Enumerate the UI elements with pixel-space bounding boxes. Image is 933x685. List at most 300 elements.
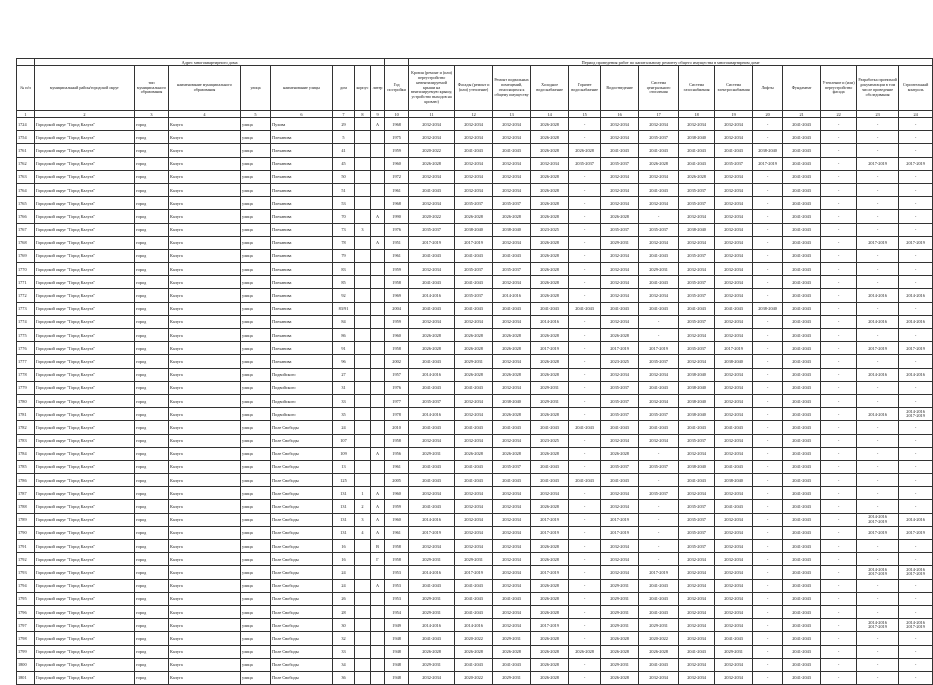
table-cell xyxy=(371,658,385,671)
table-row xyxy=(17,460,933,473)
table-cell: улица xyxy=(241,118,271,131)
table-cell: - xyxy=(821,342,857,355)
table-cell: 2014-2016 xyxy=(857,408,899,421)
table-cell: 2017-2019 xyxy=(601,342,639,355)
table-cell: город xyxy=(135,394,169,407)
table-cell: 2038-2040 xyxy=(679,394,715,407)
table-cell: Плеханова xyxy=(271,289,333,302)
table-cell: Калуга xyxy=(169,381,241,394)
table-cell: 2026-2028 xyxy=(531,329,569,342)
table-cell: 2041-2043 xyxy=(493,144,531,157)
table-cell: 27 xyxy=(333,368,355,381)
table-cell: - xyxy=(821,276,857,289)
table-cell: Подвойского xyxy=(271,408,333,421)
table-cell: Городской округ "Город Калуга" xyxy=(35,263,135,276)
column-header-13: Ремонт подвальных помещений, относящихся к общему имуществу xyxy=(493,66,531,111)
table-cell: 2035-2037 xyxy=(679,513,715,526)
table-cell: Плеханова xyxy=(271,157,333,170)
table-cell: - xyxy=(639,447,679,460)
table-cell: - xyxy=(569,619,601,632)
table-cell: 2032-2034 xyxy=(455,434,493,447)
table-cell: 2026-2028 xyxy=(455,342,493,355)
table-cell: - xyxy=(899,632,933,645)
table-cell xyxy=(355,236,371,249)
table-cell: 2026-2028 xyxy=(493,447,531,460)
table-cell: - xyxy=(753,197,783,210)
table-cell: 2032-2034 xyxy=(715,671,753,684)
table-cell: 2026-2028 xyxy=(639,157,679,170)
table-cell: 2041-2043 xyxy=(715,500,753,513)
table-cell: - xyxy=(821,553,857,566)
table-cell: 2035-2037 xyxy=(679,289,715,302)
table-cell: - xyxy=(753,183,783,196)
table-cell: 1787 xyxy=(17,487,35,500)
table-cell: - xyxy=(899,553,933,566)
column-header-22: Утепление и (или) переустройство фасада xyxy=(821,66,857,111)
table-cell: Городской округ "Город Калуга" xyxy=(35,658,135,671)
table-cell: 2026-2028 xyxy=(493,408,531,421)
table-cell: - xyxy=(821,447,857,460)
table-cell: 2041-2043 xyxy=(531,460,569,473)
table-cell: - xyxy=(821,487,857,500)
table-cell: - xyxy=(821,394,857,407)
table-cell: 2041-2043 xyxy=(455,144,493,157)
table-cell: 24 xyxy=(333,421,355,434)
table-cell: Городской округ "Город Калуга" xyxy=(35,289,135,302)
table-cell: 2035-2037 xyxy=(679,276,715,289)
repair-schedule-table xyxy=(16,58,933,685)
table-cell: город xyxy=(135,236,169,249)
table-cell: 1763 xyxy=(17,170,35,183)
table-cell: 1789 xyxy=(17,513,35,526)
table-cell: 2038-2040 xyxy=(455,223,493,236)
table-cell: Городской округ "Город Калуга" xyxy=(35,513,135,526)
table-cell: улица xyxy=(241,526,271,539)
table-cell: 2041-2043 xyxy=(569,474,601,487)
table-cell: Калуга xyxy=(169,540,241,553)
table-cell: 2017-2019 xyxy=(899,157,933,170)
table-cell: Калуга xyxy=(169,671,241,684)
table-cell: 2032-2034 xyxy=(493,579,531,592)
table-cell: Городской округ "Город Калуга" xyxy=(35,157,135,170)
table-cell: - xyxy=(857,394,899,407)
table-cell: - xyxy=(857,500,899,513)
table-cell: 2029-2031 xyxy=(639,263,679,276)
table-cell: 2041-2043 xyxy=(601,144,639,157)
table-cell: - xyxy=(899,170,933,183)
table-cell: 2032-2034 xyxy=(679,566,715,579)
table-cell: 2041-2043 xyxy=(783,329,821,342)
table-cell: 70 xyxy=(333,210,355,223)
table-cell: 2041-2043 xyxy=(783,157,821,170)
table-cell: 2032-2034 xyxy=(679,579,715,592)
register-sheet xyxy=(16,58,929,685)
table-cell: 1769 xyxy=(17,249,35,262)
table-cell xyxy=(355,315,371,328)
table-cell: 2032-2034 xyxy=(455,131,493,144)
table-cell: 1961 xyxy=(385,249,409,262)
table-cell: - xyxy=(821,513,857,526)
table-cell: 2041-2043 xyxy=(639,658,679,671)
table-cell: 3 xyxy=(355,223,371,236)
table-cell: 1948 xyxy=(385,671,409,684)
table-cell: 2032-2034 xyxy=(715,592,753,605)
table-cell: Городской округ "Город Калуга" xyxy=(35,368,135,381)
table-row xyxy=(17,671,933,684)
table-cell: В xyxy=(371,540,385,553)
table-cell: - xyxy=(753,619,783,632)
table-row xyxy=(17,632,933,645)
table-cell: 2014-2016 xyxy=(899,315,933,328)
table-cell: 2032-2034 xyxy=(455,170,493,183)
table-cell: 2029-2031 xyxy=(601,236,639,249)
table-cell: 2029-2031 xyxy=(601,605,639,618)
table-cell: - xyxy=(753,276,783,289)
table-cell: - xyxy=(899,263,933,276)
table-cell: 2026-2028 xyxy=(409,157,455,170)
table-cell: 2032-2034 xyxy=(601,566,639,579)
table-row xyxy=(17,421,933,434)
table-cell: 2035-2037 xyxy=(601,460,639,473)
table-cell: улица xyxy=(241,368,271,381)
table-cell: - xyxy=(821,355,857,368)
table-cell: 1791 xyxy=(17,540,35,553)
table-cell: 2041-2043 xyxy=(455,592,493,605)
table-cell: - xyxy=(899,223,933,236)
column-header-5: улица xyxy=(241,66,271,111)
table-cell: Городской округ "Город Калуга" xyxy=(35,553,135,566)
table-cell: 2032-2034 xyxy=(715,118,753,131)
table-cell: город xyxy=(135,605,169,618)
table-cell: - xyxy=(821,605,857,618)
table-cell: 1794 xyxy=(17,579,35,592)
table-cell: 2014-2016 xyxy=(409,619,455,632)
table-cell: 2032-2034 xyxy=(601,183,639,196)
table-row xyxy=(17,513,933,526)
table-cell: улица xyxy=(241,671,271,684)
table-cell: 2038-2040 xyxy=(679,381,715,394)
table-cell xyxy=(371,289,385,302)
table-cell: 2032-2034 xyxy=(715,263,753,276)
table-cell: город xyxy=(135,170,169,183)
table-cell: Калуга xyxy=(169,329,241,342)
table-cell: 73 xyxy=(333,223,355,236)
table-cell: - xyxy=(821,434,857,447)
table-cell xyxy=(371,131,385,144)
table-cell: 83/91 xyxy=(333,302,355,315)
table-cell: 1977 xyxy=(385,394,409,407)
table-cell xyxy=(355,394,371,407)
table-cell: 2035-2037 xyxy=(569,157,601,170)
table-cell: 2038-2040 xyxy=(679,223,715,236)
table-cell: 2035-2037 xyxy=(601,408,639,421)
table-cell: - xyxy=(899,658,933,671)
table-cell: - xyxy=(569,434,601,447)
table-cell: 2032-2034 xyxy=(455,540,493,553)
table-cell: 2041-2043 xyxy=(783,487,821,500)
table-cell: - xyxy=(899,460,933,473)
table-cell: 2032-2034 xyxy=(715,289,753,302)
table-cell: город xyxy=(135,315,169,328)
table-cell: город xyxy=(135,118,169,131)
table-cell xyxy=(371,276,385,289)
table-cell: 2017-2019 xyxy=(409,526,455,539)
table-cell: 2032-2034 xyxy=(715,170,753,183)
table-row xyxy=(17,526,933,539)
table-cell: Калуга xyxy=(169,553,241,566)
table-cell: - xyxy=(753,566,783,579)
table-cell: 1788 xyxy=(17,500,35,513)
table-cell: - xyxy=(569,394,601,407)
table-cell: 2014-2016 xyxy=(409,408,455,421)
table-cell xyxy=(355,645,371,658)
table-cell: 1775 xyxy=(17,329,35,342)
table-cell: 2041-2043 xyxy=(409,460,455,473)
table-cell: Поле Свободы xyxy=(271,658,333,671)
column-number-23: 23 xyxy=(857,111,899,118)
table-cell: - xyxy=(899,671,933,684)
table-cell: 83 xyxy=(333,263,355,276)
table-cell: 2029-2031 xyxy=(531,394,569,407)
table-cell: - xyxy=(821,474,857,487)
table-cell: 2032-2034 xyxy=(493,605,531,618)
table-cell: 2035-2037 xyxy=(455,263,493,276)
table-cell: - xyxy=(899,355,933,368)
table-cell: 2029-2031 xyxy=(409,592,455,605)
table-cell: 2041-2043 xyxy=(783,421,821,434)
table-cell: 2035-2037 xyxy=(601,157,639,170)
column-header-6: наименование улицы xyxy=(271,66,333,111)
table-body xyxy=(17,118,933,685)
table-cell: 2032-2034 xyxy=(715,197,753,210)
table-cell: А xyxy=(371,118,385,131)
table-cell: Городской округ "Город Калуга" xyxy=(35,394,135,407)
table-cell: 1798 xyxy=(17,632,35,645)
table-cell: 2026-2028 xyxy=(601,329,639,342)
table-cell: город xyxy=(135,487,169,500)
table-cell: 2041-2043 xyxy=(783,236,821,249)
table-cell: 2032-2034 xyxy=(601,315,639,328)
table-cell: город xyxy=(135,197,169,210)
table-cell: улица xyxy=(241,276,271,289)
table-cell: улица xyxy=(241,144,271,157)
table-cell: 1761 xyxy=(17,144,35,157)
table-cell: город xyxy=(135,645,169,658)
table-cell: 2041-2043 xyxy=(783,553,821,566)
column-number-row xyxy=(17,111,933,118)
table-row xyxy=(17,592,933,605)
table-row xyxy=(17,368,933,381)
table-cell: 2032-2034 xyxy=(601,434,639,447)
table-cell: 2035-2037 xyxy=(715,157,753,170)
table-cell: - xyxy=(569,513,601,526)
table-cell: - xyxy=(857,605,899,618)
table-cell xyxy=(371,302,385,315)
table-cell: - xyxy=(753,408,783,421)
table-cell: 2041-2043 xyxy=(715,460,753,473)
table-cell: - xyxy=(569,131,601,144)
table-cell: - xyxy=(753,118,783,131)
table-cell xyxy=(371,632,385,645)
table-cell: Поле Свободы xyxy=(271,605,333,618)
table-cell: А xyxy=(371,210,385,223)
table-cell: 1774 xyxy=(17,315,35,328)
table-cell: - xyxy=(639,513,679,526)
column-header-20: Лифты xyxy=(753,66,783,111)
table-cell: 1797 xyxy=(17,619,35,632)
table-cell: 2014-2016 xyxy=(409,513,455,526)
column-header-16: Водоотведение xyxy=(601,66,639,111)
table-cell: - xyxy=(857,131,899,144)
table-cell: 2020-2022 xyxy=(409,210,455,223)
table-cell: - xyxy=(857,183,899,196)
table-row xyxy=(17,487,933,500)
table-row xyxy=(17,197,933,210)
table-cell: город xyxy=(135,566,169,579)
table-cell: город xyxy=(135,355,169,368)
table-cell: - xyxy=(569,632,601,645)
table-cell: 1785 xyxy=(17,460,35,473)
table-cell: 1 xyxy=(355,487,371,500)
table-cell: Г xyxy=(371,553,385,566)
table-cell: Плеханова xyxy=(271,355,333,368)
table-cell: 1772 xyxy=(17,289,35,302)
table-cell: - xyxy=(753,342,783,355)
table-cell: город xyxy=(135,249,169,262)
table-cell: улица xyxy=(241,249,271,262)
table-cell: - xyxy=(899,276,933,289)
table-cell: 2032-2034 xyxy=(493,157,531,170)
table-cell: - xyxy=(821,579,857,592)
table-cell: Городской округ "Город Калуга" xyxy=(35,329,135,342)
table-cell: - xyxy=(753,500,783,513)
table-cell xyxy=(371,249,385,262)
table-cell: 2032-2034 xyxy=(639,671,679,684)
table-cell: 2026-2028 xyxy=(531,368,569,381)
table-cell: 2026-2028 xyxy=(531,170,569,183)
table-cell: 2026-2028 xyxy=(455,447,493,460)
table-cell: - xyxy=(569,197,601,210)
table-cell: 1958 xyxy=(385,553,409,566)
table-cell: 2026-2028 xyxy=(531,263,569,276)
table-cell: - xyxy=(821,302,857,315)
table-cell: 2041-2043 xyxy=(569,421,601,434)
table-cell: город xyxy=(135,342,169,355)
table-cell: 91 xyxy=(333,342,355,355)
table-cell: - xyxy=(753,513,783,526)
table-cell: 2032-2034 xyxy=(715,329,753,342)
table-cell: 85 xyxy=(333,276,355,289)
table-cell: 2041-2043 xyxy=(639,421,679,434)
table-cell: 33 xyxy=(333,394,355,407)
table-cell: Городской округ "Город Калуга" xyxy=(35,579,135,592)
table-cell: 2032-2034 xyxy=(679,605,715,618)
table-cell xyxy=(355,249,371,262)
table-cell: 2002 xyxy=(385,355,409,368)
column-header-row xyxy=(17,66,933,111)
table-cell: 2032-2034 xyxy=(493,526,531,539)
table-cell: 2020-2022 xyxy=(409,144,455,157)
table-cell: 1959 xyxy=(385,315,409,328)
table-cell: 2017-2019 xyxy=(455,236,493,249)
table-cell: 30 xyxy=(333,619,355,632)
table-cell: 2032-2034 xyxy=(455,315,493,328)
table-cell: Калуга xyxy=(169,170,241,183)
table-cell: 2026-2028 xyxy=(531,540,569,553)
table-cell: - xyxy=(857,474,899,487)
table-cell: 2041-2043 xyxy=(409,474,455,487)
table-cell: 2014-2016 xyxy=(857,368,899,381)
table-cell: - xyxy=(899,329,933,342)
table-row xyxy=(17,500,933,513)
table-cell: 2 xyxy=(355,500,371,513)
table-cell: А xyxy=(371,500,385,513)
table-cell: 2041-2043 xyxy=(409,355,455,368)
table-cell: 2032-2034 xyxy=(455,408,493,421)
table-cell: 2041-2043 xyxy=(783,447,821,460)
table-cell: Калуга xyxy=(169,131,241,144)
table-cell: улица xyxy=(241,342,271,355)
column-header-2: муниципальный район/городской округ xyxy=(35,66,135,111)
table-cell: 5 xyxy=(333,131,355,144)
table-cell: Городской округ "Город Калуга" xyxy=(35,302,135,315)
table-cell: 2041-2043 xyxy=(455,460,493,473)
table-cell: 2014-2016 2017-2019 xyxy=(857,619,899,632)
table-cell: - xyxy=(899,434,933,447)
table-cell: 2041-2043 xyxy=(493,474,531,487)
table-cell: 1990 xyxy=(385,210,409,223)
table-cell: 2041-2043 xyxy=(455,302,493,315)
table-cell: 1770 xyxy=(17,263,35,276)
table-cell: 2035-2037 xyxy=(639,131,679,144)
table-cell: 2032-2034 xyxy=(601,553,639,566)
table-cell: Городской округ "Город Калуга" xyxy=(35,381,135,394)
table-cell: - xyxy=(753,487,783,500)
table-cell: 2041-2043 xyxy=(493,421,531,434)
table-cell: 2041-2043 xyxy=(783,118,821,131)
table-cell: улица xyxy=(241,474,271,487)
table-cell: 2026-2028 xyxy=(531,236,569,249)
table-cell: - xyxy=(753,632,783,645)
table-cell: 2032-2034 xyxy=(715,513,753,526)
table-cell: Городской округ "Город Калуга" xyxy=(35,183,135,196)
table-cell xyxy=(371,144,385,157)
table-cell: Поле Свободы xyxy=(271,645,333,658)
table-cell: Поле Свободы xyxy=(271,671,333,684)
table-row xyxy=(17,263,933,276)
table-cell: 2026-2028 xyxy=(531,605,569,618)
column-header-19: Система электроснабжения xyxy=(715,66,753,111)
table-cell: - xyxy=(899,474,933,487)
table-cell: - xyxy=(821,460,857,473)
table-cell: Калуга xyxy=(169,355,241,368)
table-cell: - xyxy=(753,460,783,473)
table-cell: 2041-2043 xyxy=(455,474,493,487)
table-cell: 2032-2034 xyxy=(493,236,531,249)
table-cell: 2017-2019 xyxy=(753,157,783,170)
table-cell: 2035-2037 xyxy=(601,223,639,236)
table-cell: - xyxy=(857,434,899,447)
table-cell: Калуга xyxy=(169,144,241,157)
table-cell: 1767 xyxy=(17,223,35,236)
table-cell: улица xyxy=(241,210,271,223)
table-cell: 2032-2034 xyxy=(715,579,753,592)
table-cell: А xyxy=(371,236,385,249)
table-cell xyxy=(355,263,371,276)
table-cell: - xyxy=(569,263,601,276)
table-cell: Плеханова xyxy=(271,236,333,249)
table-cell: 2026-2028 xyxy=(531,144,569,157)
